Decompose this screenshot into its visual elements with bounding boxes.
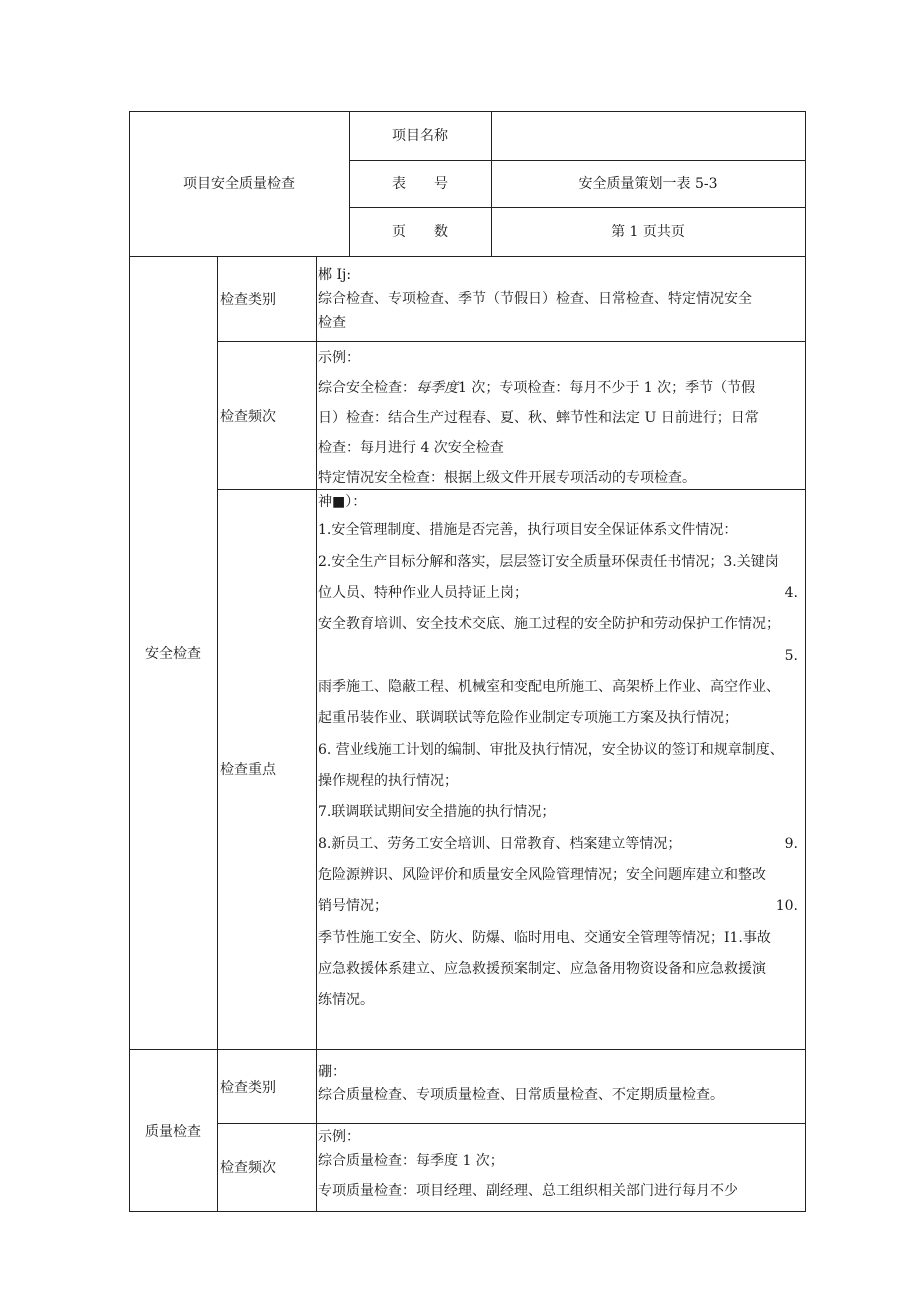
content-line: 日）检查：结合生产过程春、夏、秋、蟀节性和法定 U 日前进行；日常 <box>318 410 759 426</box>
table-border-top <box>129 111 806 112</box>
row-divider <box>217 1123 806 1124</box>
content-line: 专项质量检查：项目经理、副经理、总工组织相关部门进行每月不少 <box>318 1183 738 1199</box>
content-line: 神■）： <box>318 494 367 510</box>
item-number: 9. <box>784 836 798 852</box>
content-line: 销号情况； <box>318 898 388 914</box>
page-count-label: 页 数 <box>392 224 448 240</box>
item-number: 10. <box>775 898 798 914</box>
quality-section-title: 质量检查 <box>145 1124 201 1140</box>
content-line: 操作规程的执行情况； <box>318 773 458 789</box>
safety-section-title: 安全检查 <box>145 646 201 662</box>
content-line: 8.新员工、劳务工安全培训、日常教育、档案建立等情况； <box>318 836 682 852</box>
header-row-divider <box>349 160 806 161</box>
content-line: 硼： <box>318 1064 346 1080</box>
content-line: 1.安全管理制度、措施是否完善，执行项目安全保证体系文件情况： <box>318 522 738 538</box>
column-divider <box>316 256 317 1212</box>
content-line: 练情况。 <box>318 992 374 1008</box>
row-divider <box>217 341 806 342</box>
item-number: 5. <box>784 648 798 664</box>
content-line: 安全教育培训、安全技术交底、施工过程的安全防护和劳动保护工作情况； <box>318 616 780 632</box>
content-line: 危险源辨识、风险评价和质量安全风险管理情况；安全问题库建立和整改 <box>318 867 766 883</box>
content-line <box>318 373 806 403</box>
form-number-label: 表 号 <box>392 176 448 192</box>
content-line: 起重吊装作业、联调联试等危险作业制定专项施工方案及执行情况； <box>318 710 738 726</box>
content-line: 综合质量检查：每季度 1 次； <box>318 1153 504 1169</box>
content-line: 检查：每月进行 4 次安全检查 <box>318 440 504 456</box>
content-line: 2.安全生产目标分解和落实，层层签订安全质量环保责任书情况；3.关键岗 <box>318 554 779 570</box>
safety-frequency-label: 检查频次 <box>220 409 276 425</box>
content-line: 示例： <box>318 1129 360 1145</box>
content-line: 检查 <box>318 315 346 331</box>
form-number-value: 安全质量策划一表 5-3 <box>578 176 718 192</box>
content-line: 位人员、特种作业人员持证上岗； <box>318 585 528 601</box>
header-bottom-divider <box>129 256 806 257</box>
header-row-divider <box>349 207 806 208</box>
item-number: 4. <box>784 585 798 601</box>
form-title: 项目安全质量检查 <box>183 176 295 192</box>
content-line: 郴 Ij: <box>318 267 352 283</box>
section-divider <box>129 1049 806 1050</box>
page-count-value: 第 1 页共页 <box>611 224 685 240</box>
content-line: 综合检查、专项检查、季节（节假日）检查、日常检查、特定情况安全 <box>318 291 752 307</box>
quality-frequency-label: 检查频次 <box>220 1160 276 1176</box>
content-line: 季节性施工安全、防火、防爆、临时用电、交通安全管理等情况；I1.事故 <box>318 930 771 946</box>
content-line: 应急救援体系建立、应急救援预案制定、应急备用物资设备和应急救援演 <box>318 961 766 977</box>
content-line: 综合质量检查、专项质量检查、日常质量检查、不定期质量检查。 <box>318 1087 724 1103</box>
content-line: 雨季施工、隐蔽工程、机械室和变配电所施工、高架桥上作业、高空作业、 <box>318 679 780 695</box>
content-text: 综合安全检查： <box>318 380 416 396</box>
quality-category-label: 检查类别 <box>220 1080 276 1096</box>
column-divider <box>217 256 218 1212</box>
content-line: 特定情况安全检查：根据上级文件开展专项活动的专项检查。 <box>318 470 696 486</box>
project-name-label: 项目名称 <box>392 128 448 144</box>
content-line: 7.联调联试期间安全措施的执行情况； <box>318 804 556 820</box>
content-text: 1 次；专项检查：每月不少于 1 次；季节（节假 <box>458 380 756 396</box>
content-line: 示例： <box>318 350 360 366</box>
safety-focus-label: 检查重点 <box>220 762 276 778</box>
table-border-bottom <box>129 1211 806 1212</box>
safety-category-label: 检查类别 <box>220 292 276 308</box>
content-line: 6. 营业线施工计划的编制、审批及执行情况，安全协议的签订和规章制度、 <box>318 742 784 758</box>
content-text-italic: 每季度 <box>416 380 458 396</box>
